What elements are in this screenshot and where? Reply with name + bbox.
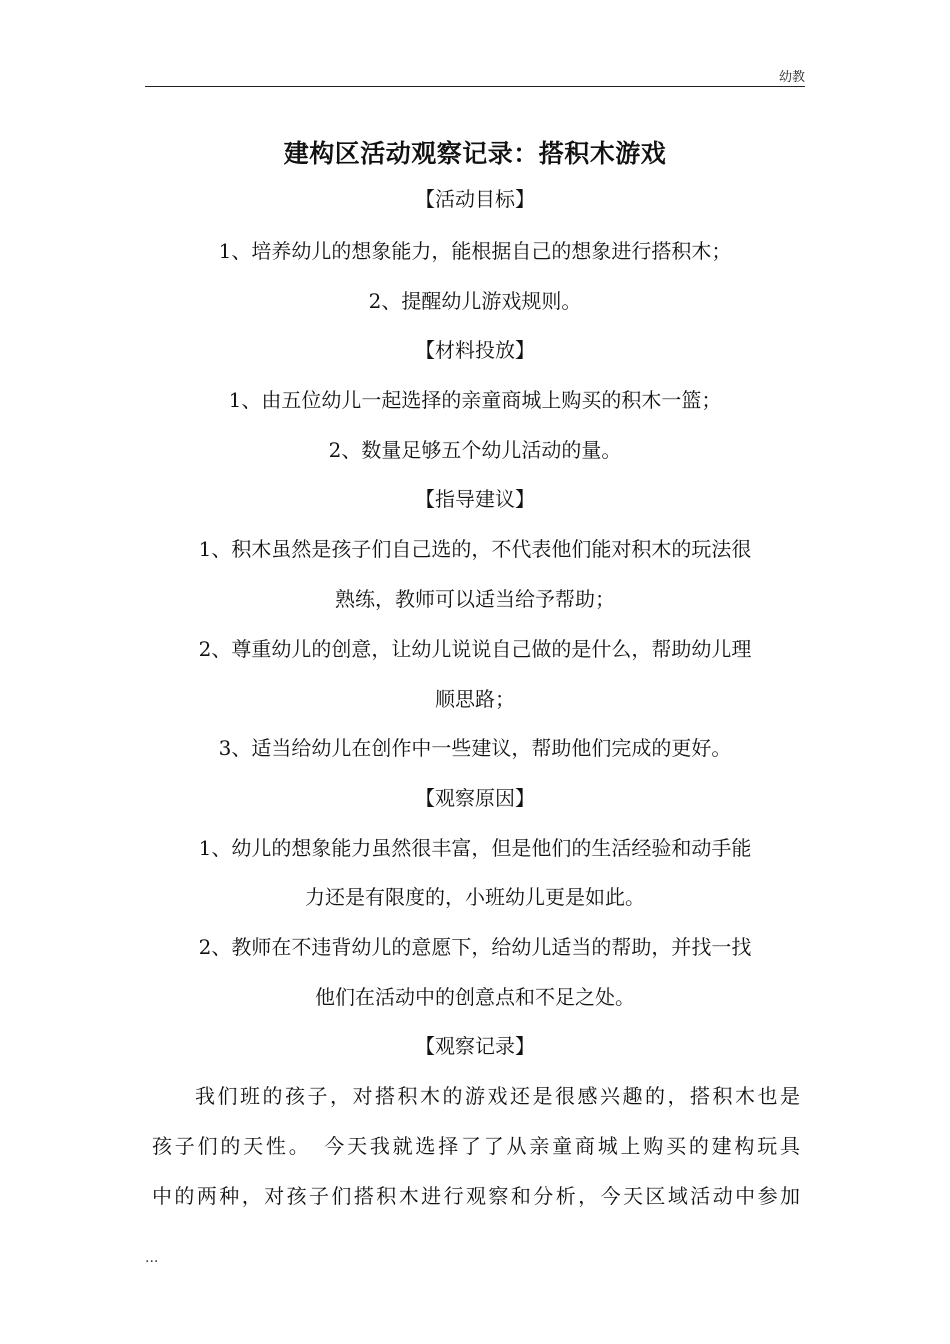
page-header-label: 幼教 [778, 70, 805, 85]
record-paragraph-line-3: 中的两种，对孩子们搭积木进行观察和分析，今天区域活动中参加 [152, 1184, 800, 1208]
goal-item-2: 2、提醒幼儿游戏规则。 [368, 289, 582, 313]
reason-item-2-line-2: 他们在活动中的创意点和不足之处。 [315, 985, 635, 1009]
record-paragraph-line-2: 孩子们的天性。 今天我就选择了了从亲童商城上购买的建构玩具 [152, 1134, 800, 1158]
page-footer-mark: ... [145, 1250, 159, 1266]
goal-item-1: 1、培养幼儿的想象能力，能根据自己的想象进行搭积木； [218, 239, 732, 263]
section-heading-goals: 【活动目标】 [415, 187, 535, 211]
record-paragraph-line-1: 我们班的孩子，对搭积木的游戏还是很感兴趣的，搭积木也是 [195, 1084, 800, 1108]
guidance-item-3: 3、适当给幼儿在创作中一些建议，帮助他们完成的更好。 [218, 736, 732, 760]
document-title: 建构区活动观察记录：搭积木游戏 [283, 139, 667, 168]
material-item-2: 2、数量足够五个幼儿活动的量。 [328, 438, 622, 462]
guidance-item-1-line-2: 熟练，教师可以适当给予帮助； [335, 587, 615, 611]
section-heading-guidance: 【指导建议】 [415, 487, 535, 511]
reason-item-1-line-2: 力还是有限度的，小班幼儿更是如此。 [305, 885, 645, 909]
guidance-item-1-line-1: 1、积木虽然是孩子们自己选的，不代表他们能对积木的玩法很 [198, 537, 752, 561]
header-rule [145, 86, 805, 87]
material-item-1: 1、由五位幼儿一起选择的亲童商城上购买的积木一篮； [228, 388, 722, 412]
reason-item-2-line-1: 2、教师在不违背幼儿的意愿下，给幼儿适当的帮助，并找一找 [198, 935, 752, 959]
section-heading-materials: 【材料投放】 [415, 338, 535, 362]
section-heading-record: 【观察记录】 [415, 1034, 535, 1058]
guidance-item-2-line-2: 顺思路； [435, 687, 515, 711]
guidance-item-2-line-1: 2、尊重幼儿的创意，让幼儿说说自己做的是什么，帮助幼儿理 [198, 637, 752, 661]
section-heading-reasons: 【观察原因】 [415, 786, 535, 810]
reason-item-1-line-1: 1、幼儿的想象能力虽然很丰富，但是他们的生活经验和动手能 [198, 836, 752, 860]
